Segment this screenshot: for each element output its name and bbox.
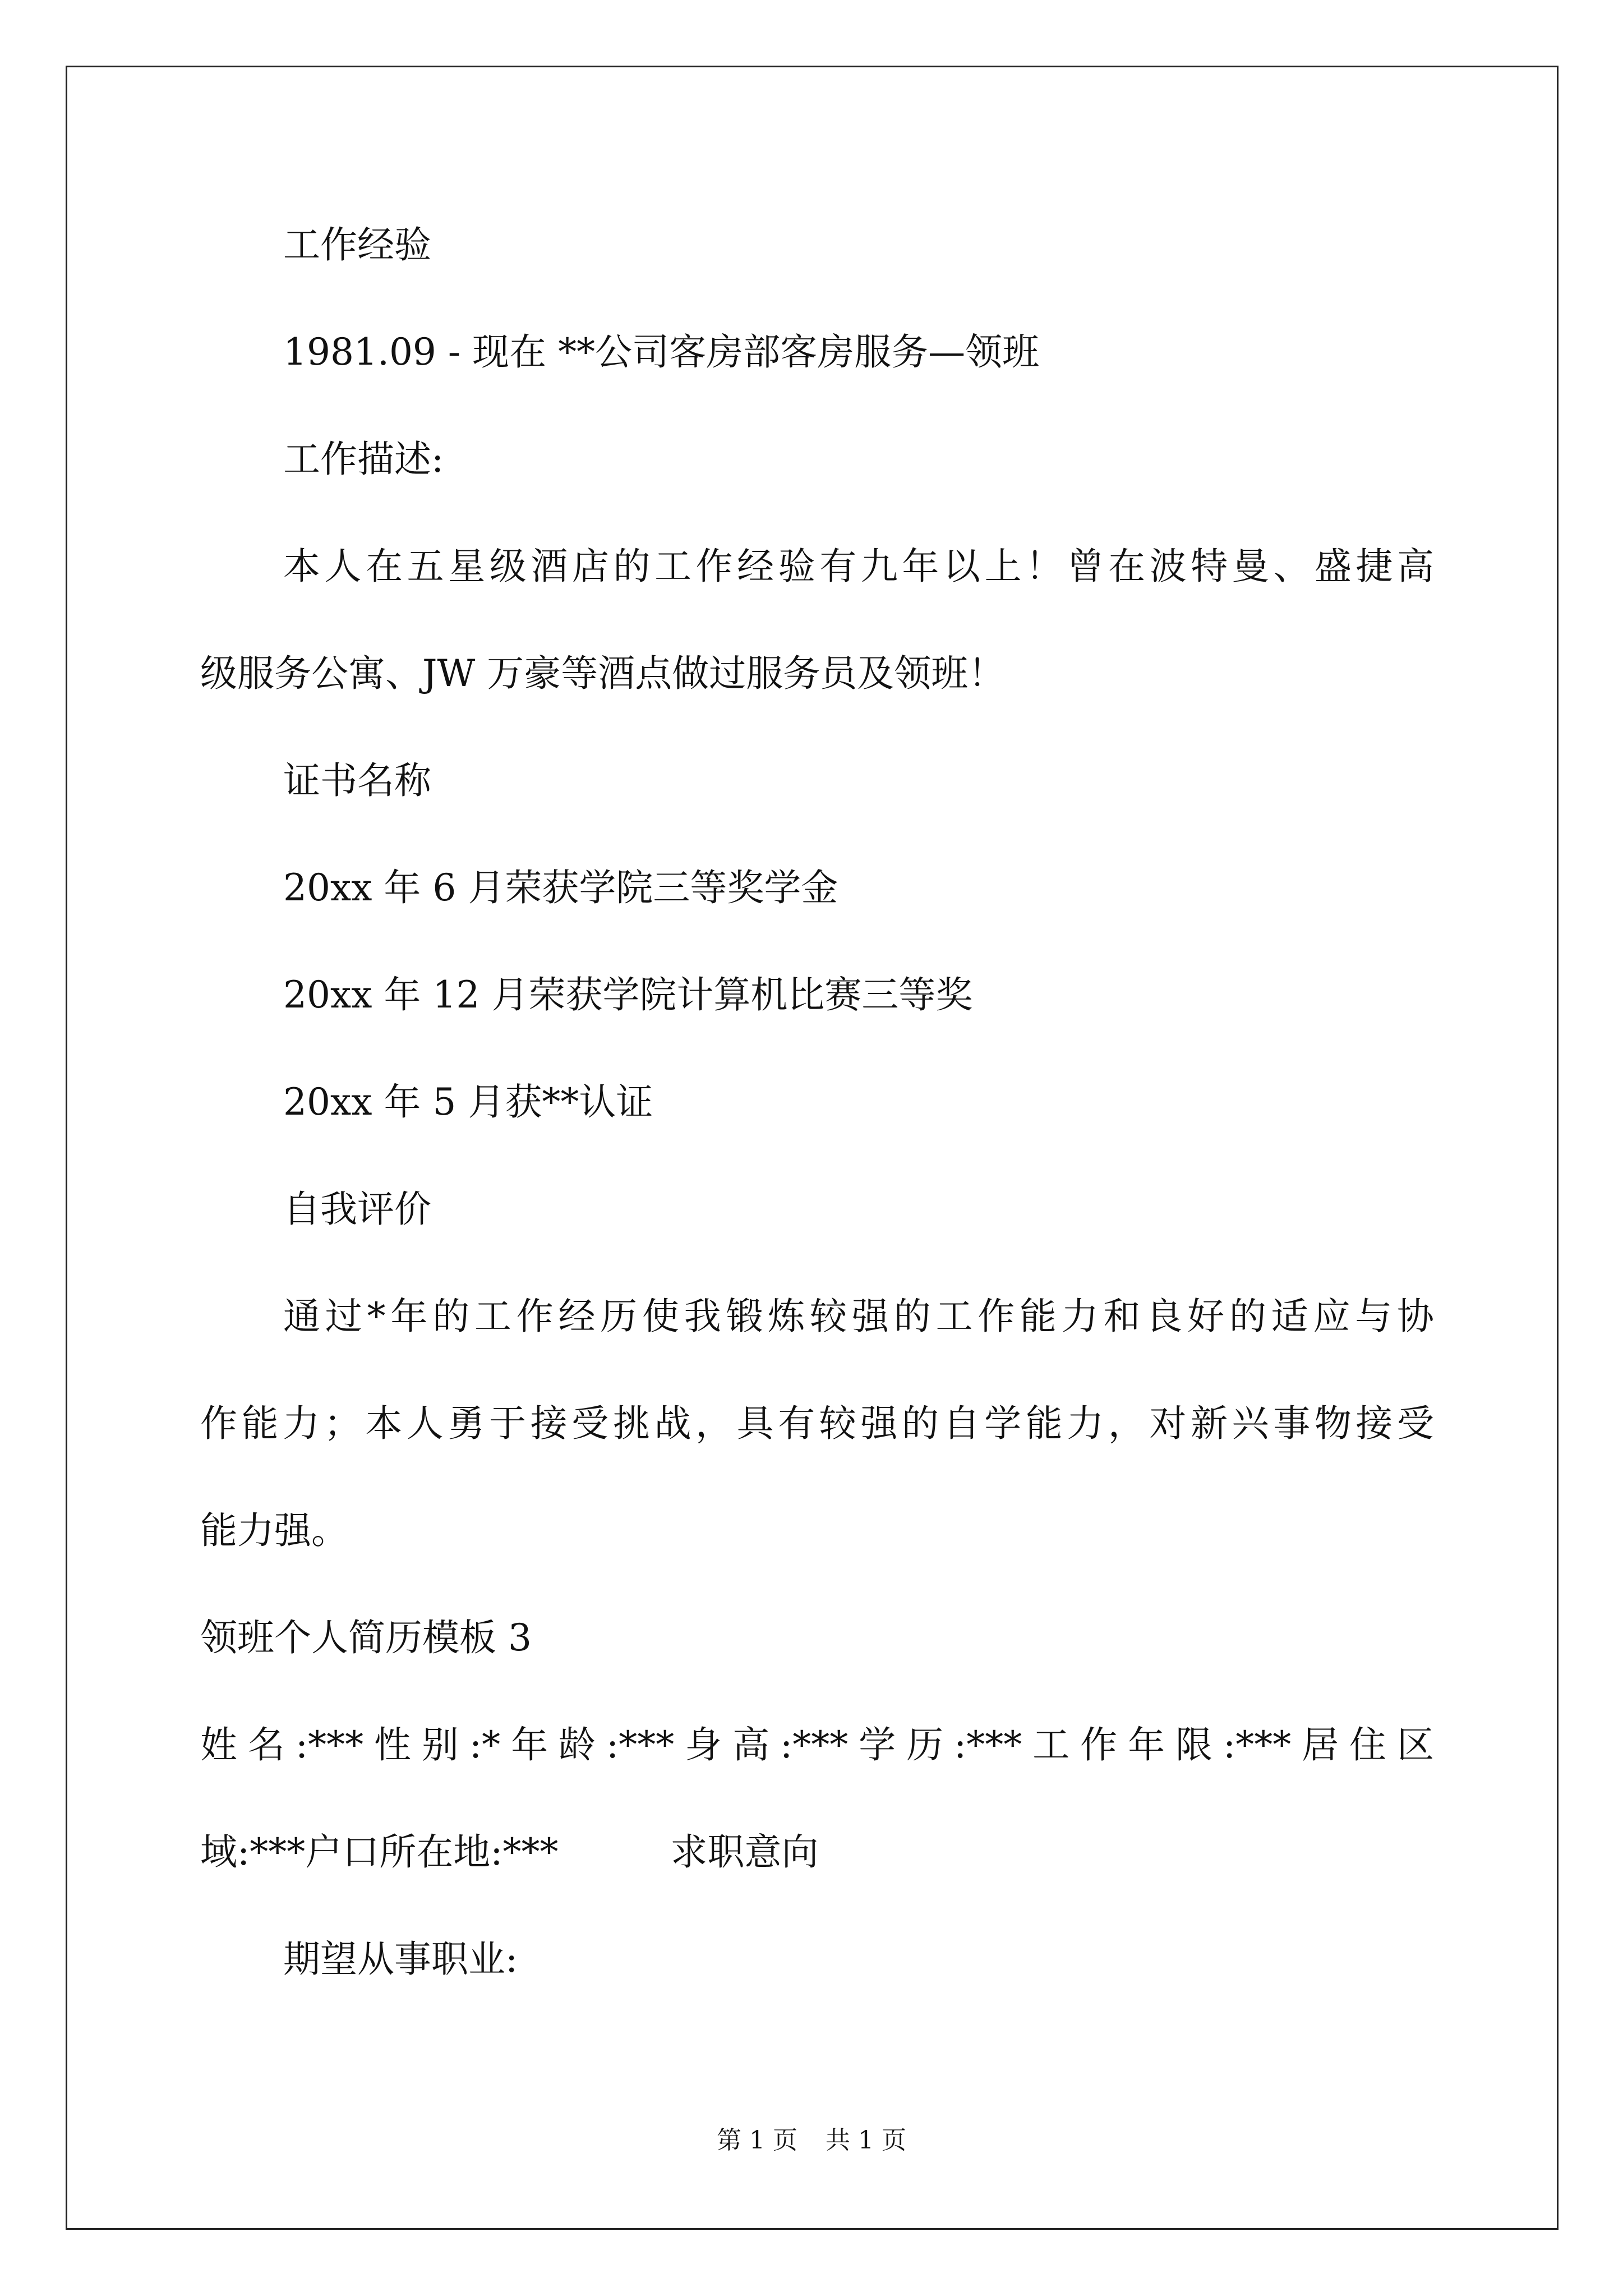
personal-info-line-1: 姓名:***性别:*年龄:***身高:***学历:***工作年限:***居住区 bbox=[200, 1723, 1434, 1766]
section-heading-self-evaluation: 自我评价 bbox=[283, 1188, 431, 1231]
page-total: 共 1 页 bbox=[826, 2126, 906, 2155]
certificate-item-3: 20xx 年 5 月获**认证 bbox=[283, 1080, 653, 1124]
resume-template-title: 领班个人简历模板 3 bbox=[200, 1616, 532, 1659]
personal-info-text: 域:***户口所在地:*** bbox=[200, 1830, 559, 1874]
self-evaluation-line-3: 能力强。 bbox=[200, 1509, 348, 1552]
page-footer bbox=[0, 2124, 1623, 2157]
job-entry: 1981.09 - 现在 **公司客房部客房服务—领班 bbox=[283, 330, 1040, 374]
job-description-label: 工作描述: bbox=[283, 438, 444, 481]
job-description-line-2: 级服务公寓、JW 万豪等酒点做过服务员及领班！ bbox=[200, 652, 1006, 695]
section-heading-certificates: 证书名称 bbox=[283, 759, 431, 802]
self-evaluation-line-1: 通过*年的工作经历使我锻炼较强的工作能力和良好的适应与协 bbox=[283, 1295, 1434, 1338]
page-border bbox=[66, 66, 1559, 2230]
job-description-line-1: 本人在五星级酒店的工作经验有九年以上！曾在波特曼、盛捷高 bbox=[283, 545, 1434, 588]
section-heading-job-intention: 求职意向 bbox=[670, 1830, 819, 1874]
certificate-item-2: 20xx 年 12 月荣获学院计算机比赛三等奖 bbox=[283, 973, 973, 1016]
certificate-item-1: 20xx 年 6 月荣获学院三等奖学金 bbox=[283, 866, 838, 909]
desired-occupation-label: 期望从事职业: bbox=[283, 1938, 518, 1981]
self-evaluation-line-2: 作能力；本人勇于接受挑战，具有较强的自学能力，对新兴事物接受 bbox=[200, 1402, 1434, 1445]
page-number: 第 1 页 bbox=[717, 2126, 797, 2155]
personal-info-line-2 bbox=[200, 1827, 818, 1878]
section-heading-work-experience: 工作经验 bbox=[283, 223, 431, 266]
